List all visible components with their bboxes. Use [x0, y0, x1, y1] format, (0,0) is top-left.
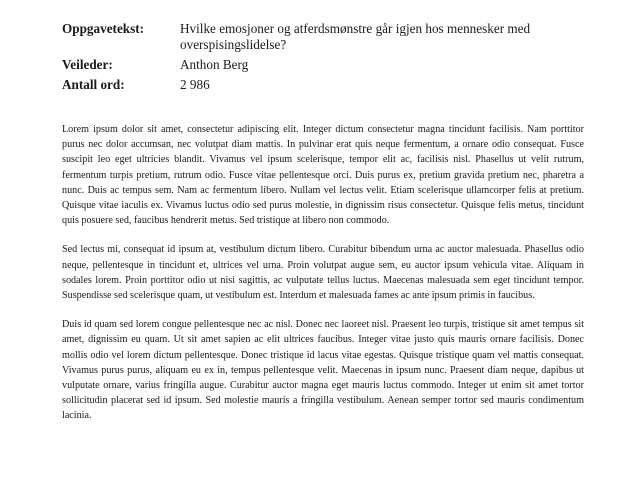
meta-label-word-count: Antall ord: [62, 76, 125, 92]
meta-value-supervisor: Anthon Berg [180, 56, 249, 72]
meta-value-assignment: Hvilke emosjoner og atferdsmønstre går igjen hos mennesker med overspisingslidelse? [180, 21, 531, 52]
meta-label-assignment: Oppgavetekst: [62, 21, 145, 36]
body-text [62, 122, 584, 424]
assignment-metadata [62, 21, 584, 92]
paragraph-2: Sed lectus mi, consequat id ipsum at, vestibulum dictum libero. Curabitur bibendum urna ac auctor malesuada. Phasellus odio neque, pellentesque in tincidunt et, ultrices vel urna. Proin volutpat augue sem, eu auctor ipsum vehicula vitae. Aliquam in sodales lorem. Proin porttitor odio ut nisi sagittis, ac vulputate tellus luctus. Maecenas malesuada sem eget tincidunt tempor. Suspendisse sed scelerisque quam, ut vestibulum est. Interdum et malesuada fames ac ante ipsum primis in faucibus. [62, 244, 584, 302]
paragraph-1: Lorem ipsum dolor sit amet, consectetur adipiscing elit. Integer dictum consectetur magna tincidunt facilisis. Nam porttitor purus nec dolor accumsan, nec volutpat diam mattis. In pulvinar erat quis neque fermentum, a ornare odio consequat. Fusce suscipit leo eget ultricies blandit. Vivamus vel ipsum scelerisque, tempor elit ac, facilisis nisl. Phasellus ut velit rutrum, fermentum turpis pretium, rutrum odio. Fusce vitae pellentesque orci. Duis purus ex, pretium gravida pretium nec, pharetra a nunc. Duis ac tempus sem. Nam ac fermentum libero. Nullam vel lectus velit. Etiam scelerisque ullamcorper felis at pretium. Quisque vitae iaculis ex. Vivamus luctus odio sed purus molestie, in dignissim risus consectetur. Quisque felis metus, tincidunt quis posuere sed, faucibus hendrerit metus. Sed tristique at libero non commodo. [62, 124, 584, 227]
meta-label-supervisor: Veileder: [62, 56, 113, 72]
document-page [62, 21, 584, 438]
paragraph-3: Duis id quam sed lorem congue pellentesque nec ac nisl. Donec nec laoreet nisl. Praesent leo turpis, tristique sit amet tempus sit amet, dignissim eu quam. Ut sit amet sapien ac elit ultrices faucibus. Integer vitae justo quis mauris ornare facilisis. Donec mollis odio vel lorem dictum pellentesque. Donec tristique id lacus vitae egestas. Quisque tristique quam vel mattis consequat. Vivamus purus purus, aliquam eu ex in, tempus pellentesque velit. Maecenas in ipsum nunc. Praesent diam neque, dapibus ut vulputate ornare, varius fringilla augue. Curabitur auctor magna eget mauris luctus commodo. Integer ut enim sit amet tortor sollicitudin placerat sed id ipsum. Sed molestie mauris a fringilla vestibulum. Aenean semper tortor sed mauris condimentum lacinia. [62, 319, 584, 422]
meta-value-word-count: 2 986 [180, 76, 210, 92]
